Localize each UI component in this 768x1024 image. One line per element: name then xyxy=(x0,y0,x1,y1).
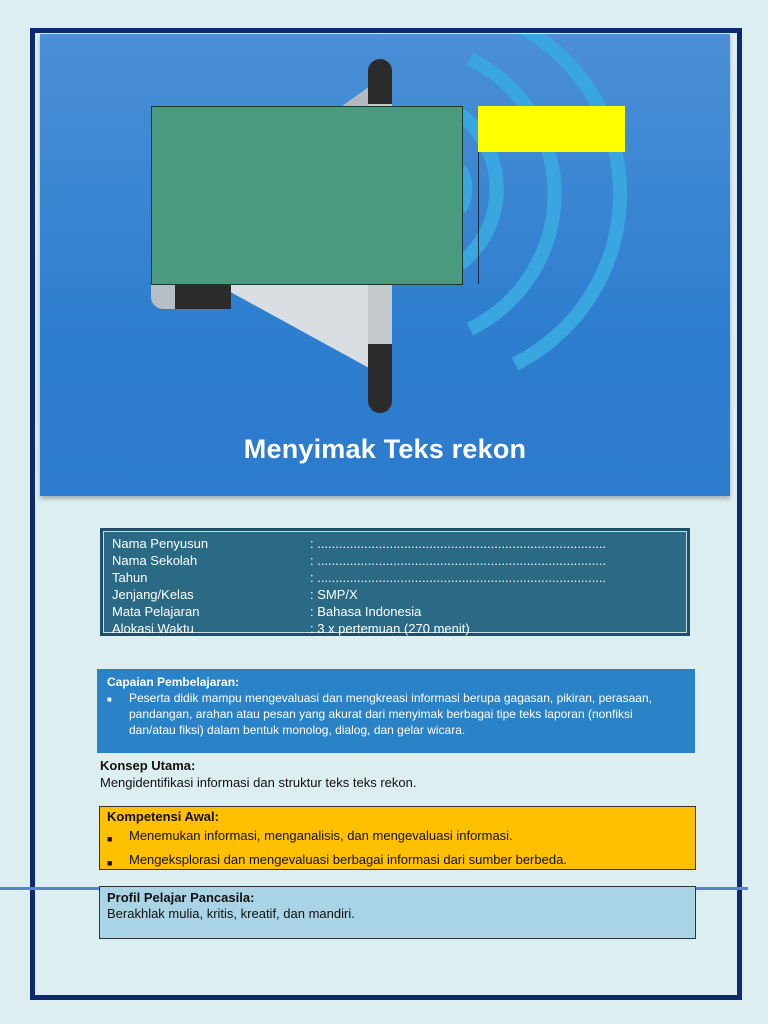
identity-row xyxy=(112,569,678,586)
profil-section xyxy=(99,886,696,939)
capaian-line: dan/atau fiksi) dalam bentuk monolog, dialog, dan gelar wicara. xyxy=(129,723,466,737)
identity-key: Jenjang/Kelas xyxy=(112,587,194,602)
identity-value: : SMP/X xyxy=(310,587,358,602)
hero-banner xyxy=(40,34,730,496)
identity-table xyxy=(100,528,690,636)
identity-value: : Bahasa Indonesia xyxy=(310,604,422,619)
identity-value: : ................................................................................ xyxy=(310,553,607,568)
callout-line xyxy=(478,152,479,284)
identity-key: Mata Pelajaran xyxy=(112,604,200,619)
kompetensi-section xyxy=(99,806,696,870)
capaian-line: Peserta didik mampu mengevaluasi dan mengkreasi informasi berupa gagasan, pikiran, perasaan, xyxy=(129,691,652,705)
page-title: Menyimak Teks rekon xyxy=(243,434,527,464)
identity-row xyxy=(112,603,678,620)
identity-value: : ................................................................................ xyxy=(310,536,607,551)
square-bullet-icon: ■ xyxy=(107,695,112,704)
square-bullet-icon: ■ xyxy=(107,858,113,868)
green-placeholder-box xyxy=(151,106,463,285)
capaian-heading: Capaian Pembelajaran: xyxy=(107,675,240,689)
profil-heading: Profil Pelajar Pancasila: xyxy=(107,890,255,905)
capaian-line: pandangan, arahan atau pesan yang akurat dari menyimak berbagai tipe teks laporan (nonfiksi xyxy=(129,707,633,721)
kompetensi-item xyxy=(107,850,688,873)
identity-row xyxy=(112,586,678,603)
kompetensi-heading: Kompetensi Awal: xyxy=(107,809,219,824)
kompetensi-text: Menemukan informasi, menganalisis, dan mengevaluasi informasi. xyxy=(129,828,513,843)
identity-row xyxy=(112,620,678,637)
kompetensi-text: Mengeksplorasi dan mengevaluasi berbagai informasi dari sumber berbeda. xyxy=(129,852,567,867)
yellow-label-box xyxy=(478,106,625,152)
konsep-heading: Konsep Utama: xyxy=(100,758,196,773)
sound-waves xyxy=(460,34,620,364)
capaian-section xyxy=(97,669,695,753)
speaker-base xyxy=(175,284,231,309)
identity-key: Nama Penyusun xyxy=(112,536,209,551)
identity-value: : ................................................................................ xyxy=(310,570,607,585)
kompetensi-item xyxy=(107,826,688,849)
identity-row xyxy=(112,535,678,552)
identity-row xyxy=(112,552,678,569)
capaian-item xyxy=(107,690,685,738)
konsep-body: Mengidentifikasi informasi dan struktur teks teks rekon. xyxy=(100,775,417,790)
square-bullet-icon: ■ xyxy=(107,834,113,844)
sound-wave-3 xyxy=(470,59,555,329)
identity-table-inner xyxy=(103,531,687,636)
identity-value: : 3 x pertemuan (270 menit) xyxy=(310,621,470,636)
identity-key: Tahun xyxy=(112,570,148,585)
identity-key: Alokasi Waktu xyxy=(112,621,194,636)
identity-key: Nama Sekolah xyxy=(112,553,198,568)
konsep-section xyxy=(100,758,700,791)
sound-wave-4 xyxy=(515,34,620,364)
profil-body: Berakhlak mulia, kritis, kreatif, dan mandiri. xyxy=(107,906,355,921)
capaian-text xyxy=(129,690,652,738)
